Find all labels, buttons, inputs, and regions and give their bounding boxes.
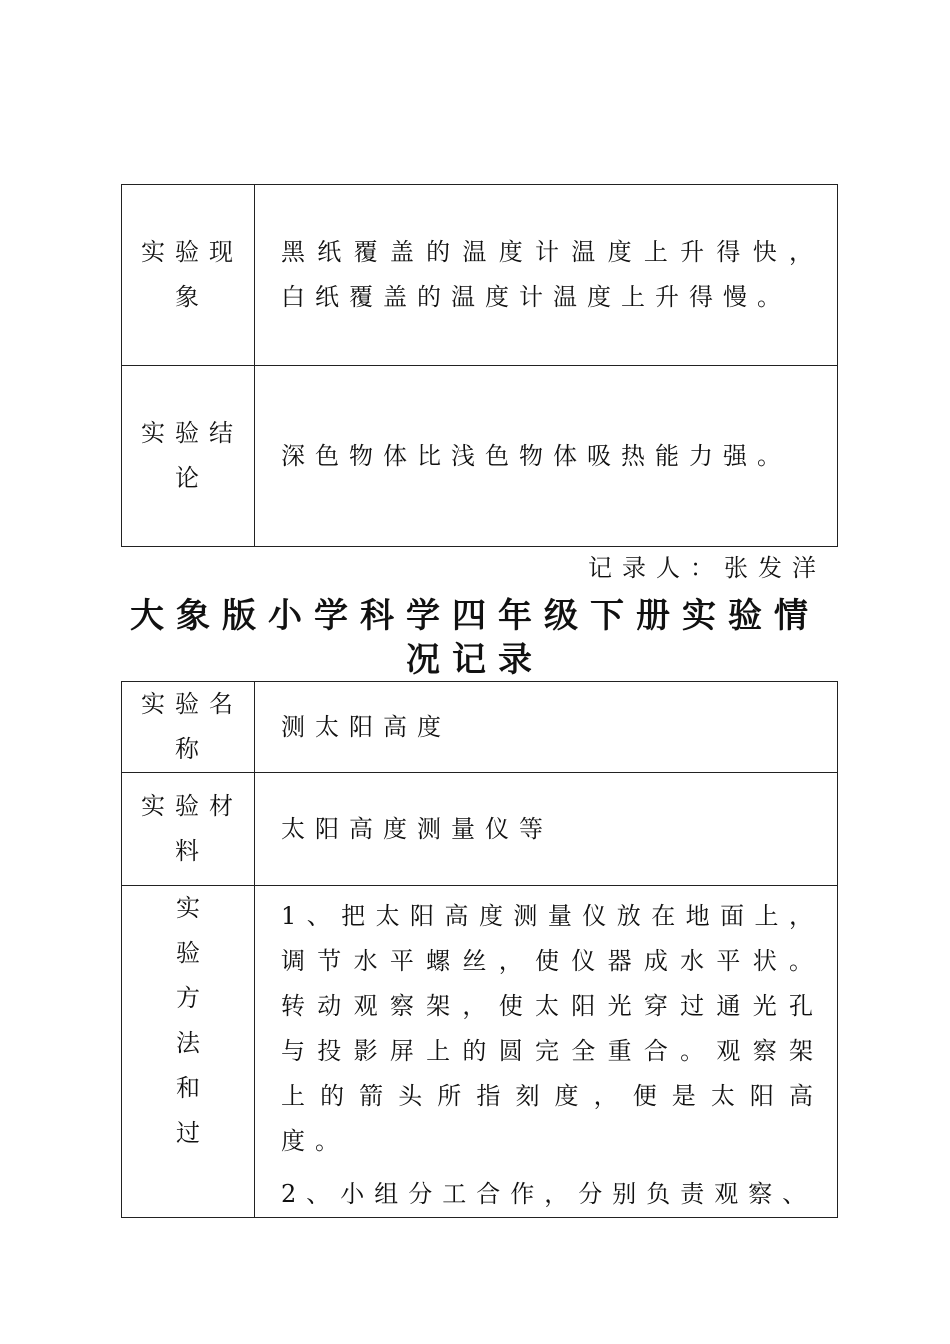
- table-row: [122, 773, 838, 886]
- row-label: 实验结论: [141, 419, 243, 492]
- row-content: 黑纸覆盖的温度计温度上升得快，白纸覆盖的温度计温度上升得慢。: [281, 238, 823, 311]
- method-paragraph: 1、把太阳高度测量仪放在地面上，调节水平螺丝，使仪器成水平状。转动观察架，使太阳光穿过通光孔与投影屏上的圆完全重合。观察架上的箭头所指刻度，便是太阳高度。: [281, 902, 823, 1155]
- row-content-cell: [255, 366, 838, 547]
- row-content-cell: [255, 185, 838, 366]
- row-content: 太阳高度测量仪等: [281, 814, 553, 843]
- table-row: [122, 886, 838, 1218]
- experiment-table-2: [121, 681, 838, 1218]
- row-content-cell: [255, 682, 838, 773]
- page-title: 大象版小学科学四年级下册实验情况记录: [130, 596, 820, 680]
- method-paragraph: 2、小组分工合作，分别负责观察、: [281, 1180, 817, 1208]
- row-label: 实验方法和过: [176, 894, 200, 1147]
- row-label-cell: [122, 773, 255, 886]
- row-content: 深色物体比浅色物体吸热能力强。: [281, 441, 791, 470]
- row-label: 实验名称: [141, 690, 243, 763]
- recorder-line: 记录人：张发洋: [588, 554, 826, 582]
- row-label-cell: [122, 682, 255, 773]
- row-label-cell: [122, 185, 255, 366]
- row-content-cell: [255, 886, 838, 1218]
- row-label-cell: [122, 886, 255, 1218]
- table-row: [122, 682, 838, 773]
- row-content: 测太阳高度: [281, 712, 451, 741]
- experiment-table-1: [121, 184, 838, 547]
- table-row: [122, 366, 838, 547]
- row-label-cell: [122, 366, 255, 547]
- row-label: 实验现象: [141, 238, 243, 311]
- row-label: 实验材料: [141, 792, 243, 865]
- table-row: [122, 185, 838, 366]
- row-content-cell: [255, 773, 838, 886]
